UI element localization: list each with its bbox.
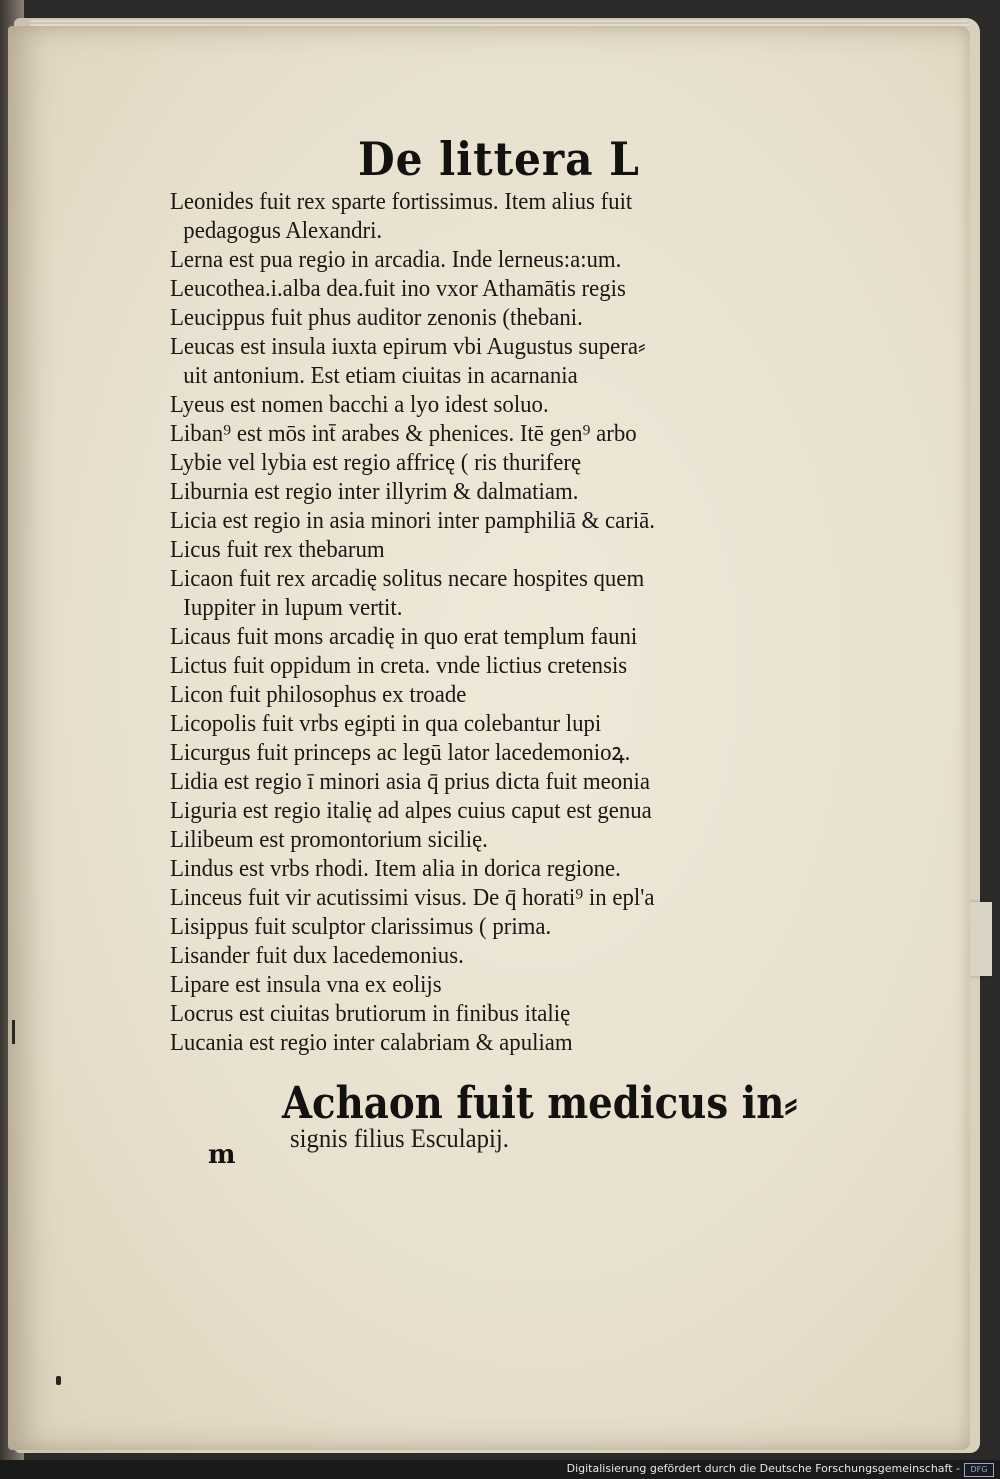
entry-line: Licia est regio in asia minori inter pamphiliā & cariā. — [170, 508, 655, 534]
catchword-line-1: Achaon fuit medicus in⸗ — [282, 1078, 798, 1129]
entry-line: Lipare est insula vna ex eolijs — [170, 972, 442, 998]
entry-line: Leucothea.i.alba dea.fuit ino vxor Athamātis regis — [170, 276, 626, 302]
entry-line: Lisippus fuit sculptor clarissimus ( prima. — [170, 914, 552, 940]
entry-line: Licaon fuit rex arcadię solitus necare hospites quem — [170, 566, 645, 592]
gutter-mark — [12, 1020, 15, 1044]
entry-line: uit antonium. Est etiam ciuitas in acarnania — [183, 363, 578, 389]
entry-line: Locrus est ciuitas brutiorum in finibus italię — [170, 1001, 571, 1027]
entry-line: Liburnia est regio inter illyrim & dalmatiam. — [170, 479, 579, 505]
entry-line: Licon fuit philosophus ex troade — [170, 682, 467, 708]
entry-line: Liguria est regio italię ad alpes cuius caput est genua — [170, 798, 652, 824]
entry-line: Liban⁹ est mōs int̄ arabes & phenices. Itē gen⁹ arbo — [170, 421, 637, 447]
entry-line: Leonides fuit rex sparte fortissimus. Item alius fuit — [170, 189, 633, 215]
entry-line: Leucas est insula iuxta epirum vbi Augustus supera⸗ — [170, 334, 646, 360]
entry-list — [170, 188, 780, 1058]
entry-line: Licus fuit rex thebarum — [170, 537, 385, 563]
entry-line: Leucippus fuit phus auditor zenonis (thebani. — [170, 305, 583, 331]
signature-mark: m — [208, 1140, 236, 1170]
entry-line: Licurgus fuit princeps ac legū lator lacedemonioꝝ. — [170, 740, 631, 766]
dfg-logo: DFG — [964, 1463, 994, 1477]
entry-line: Licopolis fuit vrbs egipti in qua colebantur lupi — [170, 711, 602, 737]
page-heading: De littera L — [358, 132, 640, 186]
entry-line: Licaus fuit mons arcadię in quo erat templum fauni — [170, 624, 638, 650]
ink-mark — [56, 1376, 61, 1385]
entry-line: Lictus fuit oppidum in creta. vnde lictius cretensis — [170, 653, 628, 679]
entry-line: Lyeus est nomen bacchi a lyo idest soluo. — [170, 392, 549, 418]
entry-line: Lerna est pua regio in arcadia. Inde lerneus:a:um. — [170, 247, 622, 273]
footer-credit: Digitalisierung gefördert durch die Deutsche Forschungsgemeinschaft - — [566, 1462, 960, 1475]
entry-line: Lilibeum est promontorium sicilię. — [170, 827, 488, 853]
entry-line: pedagogus Alexandri. — [183, 218, 383, 244]
entry-line: Iuppiter in lupum vertit. — [183, 595, 403, 621]
entry-line: Lindus est vrbs rhodi. Item alia in dorica regione. — [170, 856, 621, 882]
entry-line: Lisander fuit dux lacedemonius. — [170, 943, 464, 969]
entry-line: Lidia est regio ī minori asia q̄ prius dicta fuit meonia — [170, 769, 650, 795]
catchword-line-2: signis filius Esculapij. — [290, 1124, 509, 1153]
footer-bar — [0, 1460, 1000, 1479]
entry-line: Lybie vel lybia est regio affricę ( ris thuriferę — [170, 450, 582, 476]
entry-line: Linceus fuit vir acutissimi visus. De q̄ horati⁹ in epl'a — [170, 885, 655, 911]
entry-line: Lucania est regio inter calabriam & apuliam — [170, 1030, 573, 1056]
